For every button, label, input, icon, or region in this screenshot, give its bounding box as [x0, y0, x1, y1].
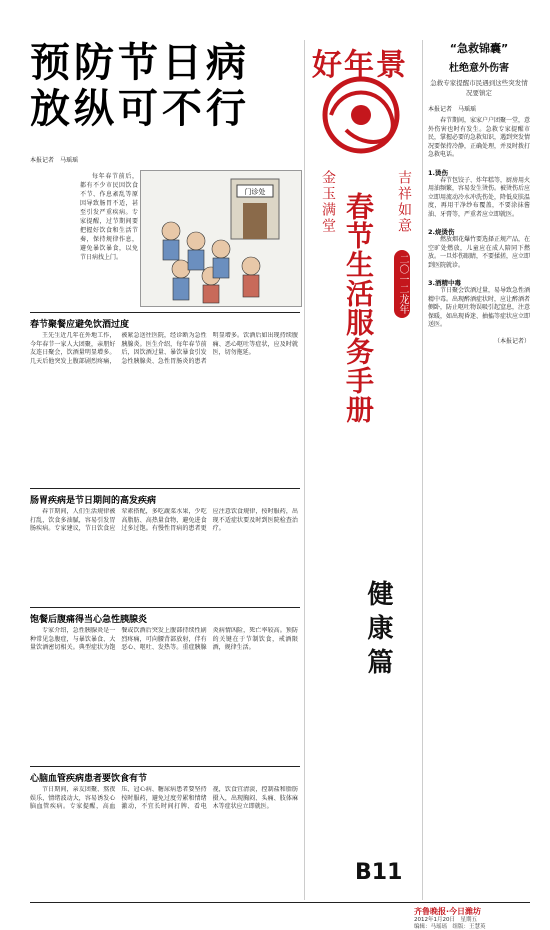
clinic-sign: 门诊处 [244, 188, 266, 196]
sidebar-item-title: 3.酒精中毒 [428, 279, 461, 287]
section3-body [30, 627, 298, 762]
sidebar-item-text: 燃放烟花爆竹要选择正规产品，在空旷处燃放，儿童应在成人陪同下燃放。一旦炸伤眼睛，不要揉搓，应立即到医院就诊。 [428, 236, 531, 269]
first-aid-sidebar [428, 40, 530, 345]
sidebar-item [428, 227, 530, 270]
sidebar-item [428, 168, 530, 220]
section4-body [30, 786, 298, 898]
deck-paragraph: 每年春节前后，都有不少市民因饮食不节、作息紊乱等原因导致肠胃不适，甚至引发严重疾病。专家提醒，过节期间要把握好饮食和生活节奏，保持规律作息，避免暴饮暴食，以免节日病找上门。 [80, 173, 138, 261]
sidebar-item-text: 春节包饺子、炸年糕等，厨房用火用油频繁，容易发生烫伤。被烫伤后应立即用流动冷水冲洗伤处，降低皮肤温度，再用干净纱布覆盖，不要涂抹酱油、牙膏等，严重者应立即就医。 [428, 176, 531, 218]
sidebar-intro-paragraph: 春节期间，家家户户团聚一堂，意外伤害也时有发生。急救专家提醒市民，掌握必要的急救知识，遇到突发情况要保持冷静，正确处理，并及时拨打急救电话。 [428, 117, 531, 158]
sidebar-byline: 本报记者 马瑶瑶 [428, 106, 477, 113]
sidebar-deck: 急救专家提醒市民遇到这些突发情况要镇定 [430, 79, 528, 97]
headline-line1: 预防节日病 [30, 39, 250, 86]
footer-editors: 编辑：马瑶瑶 组版：王慧英 [414, 924, 486, 930]
slogan-1: 金玉满堂 [320, 170, 336, 234]
section2-body [30, 508, 298, 603]
sidebar-title: “急救锦囊” [449, 42, 509, 55]
headline-line2: 放纵可不行 [30, 85, 250, 132]
year-badge: 二〇一二龙年 [394, 250, 410, 318]
section-label: 健康篇 [363, 580, 393, 682]
section4-title: 心脑血管疾病患者要饮食有节 [30, 774, 148, 784]
spring-guide-title: 春节生活服务手册 [342, 192, 375, 424]
byline: 本报记者 马瑶瑶 [30, 157, 79, 164]
section2-title: 肠胃疾病是节日期间的高发疾病 [30, 496, 157, 506]
sidebar-item-text: 节日聚会饮酒过量，易导致急性酒精中毒。出现醉酒症状时，应让醉酒者侧卧，防止呕吐物误吸引起窒息，注意保暖，如出现昏迷、抽搐等症状应立即送医。 [428, 287, 531, 328]
sidebar-intro [428, 117, 530, 160]
sidebar-subtitle: 杜绝意外伤害 [449, 63, 509, 74]
year-title: 好年景 [312, 48, 408, 83]
page-number: B11 [355, 860, 403, 885]
sidebar-item [428, 278, 530, 330]
clinic-queue-illustration [141, 171, 301, 306]
sidebar-item-title: 2.烧烫伤 [428, 228, 455, 236]
section3-title: 饱餐后腹痛得当心急性胰腺炎 [30, 615, 148, 625]
slogan-2: 吉祥如意 [396, 170, 412, 234]
section3-paragraph: 专家介绍，急性胰腺炎是一种常见急腹症，与暴饮暴食、大量饮酒密切相关。典型症状为饱餐或饮酒后突发上腹部持续性剧烈疼痛，可向腰背部放射，伴有恶心、呕吐、发热等。重症胰腺炎病情凶险，死亡率较高。预防的关键在于节制饮食，戒酒限酒，规律生活。 [30, 627, 298, 651]
deck-text [80, 172, 138, 264]
section1-paragraph: 王先生近几年在外地工作，今年春节一家人大团聚，亲朋好友连日聚会，饮酒量明显增多。几天后他突发上腹部剧烈疼痛，被紧急送往医院，经诊断为急性胰腺炎。医生介绍，每年春节前后，因饮酒过量、暴饮暴食引发急性胰腺炎、急性胃肠炎的患者明显增多。饮酒后如出现持续腹痛、恶心呕吐等症状，应及时就医，切勿拖延。 [30, 332, 298, 365]
section1-title: 春节聚餐应避免饮酒过度 [30, 320, 130, 330]
footer-date: 2012年1月20日 星期五 [414, 917, 477, 923]
footer-paper-name: 齐鲁晚报·今日潍坊 [414, 907, 482, 916]
sidebar-signoff: （本报记者） [493, 337, 530, 345]
dragon-ornament-icon [306, 70, 416, 160]
section4-paragraph: 节日期间，亲友团聚、熬夜娱乐，情绪波动大，容易诱发心脑血管疾病。专家提醒，高血压、冠心病、糖尿病患者要坚持按时服药，避免过度劳累和情绪激动，不宜长时间打牌、看电视，饮食宜清淡，控制盐和脂肪摄入，出现胸闷、头痛、肢体麻木等症状应立即就医。 [30, 786, 298, 810]
cartoon-illustration [140, 170, 302, 307]
main-headline [30, 40, 290, 132]
section2-paragraph: 春节期间，人们生活规律被打乱，饮食多油腻，容易引发胃肠疾病。专家建议，节日饮食应荤素搭配，多吃蔬菜水果，少吃高脂肪、高热量食物，避免进食过多过饱。有慢性胃病的患者更应注意饮食规律，按时服药，出现不适症状要及时到医院检查治疗。 [30, 508, 298, 532]
section1-body [30, 332, 298, 484]
sidebar-item-title: 1.烫伤 [428, 168, 448, 177]
